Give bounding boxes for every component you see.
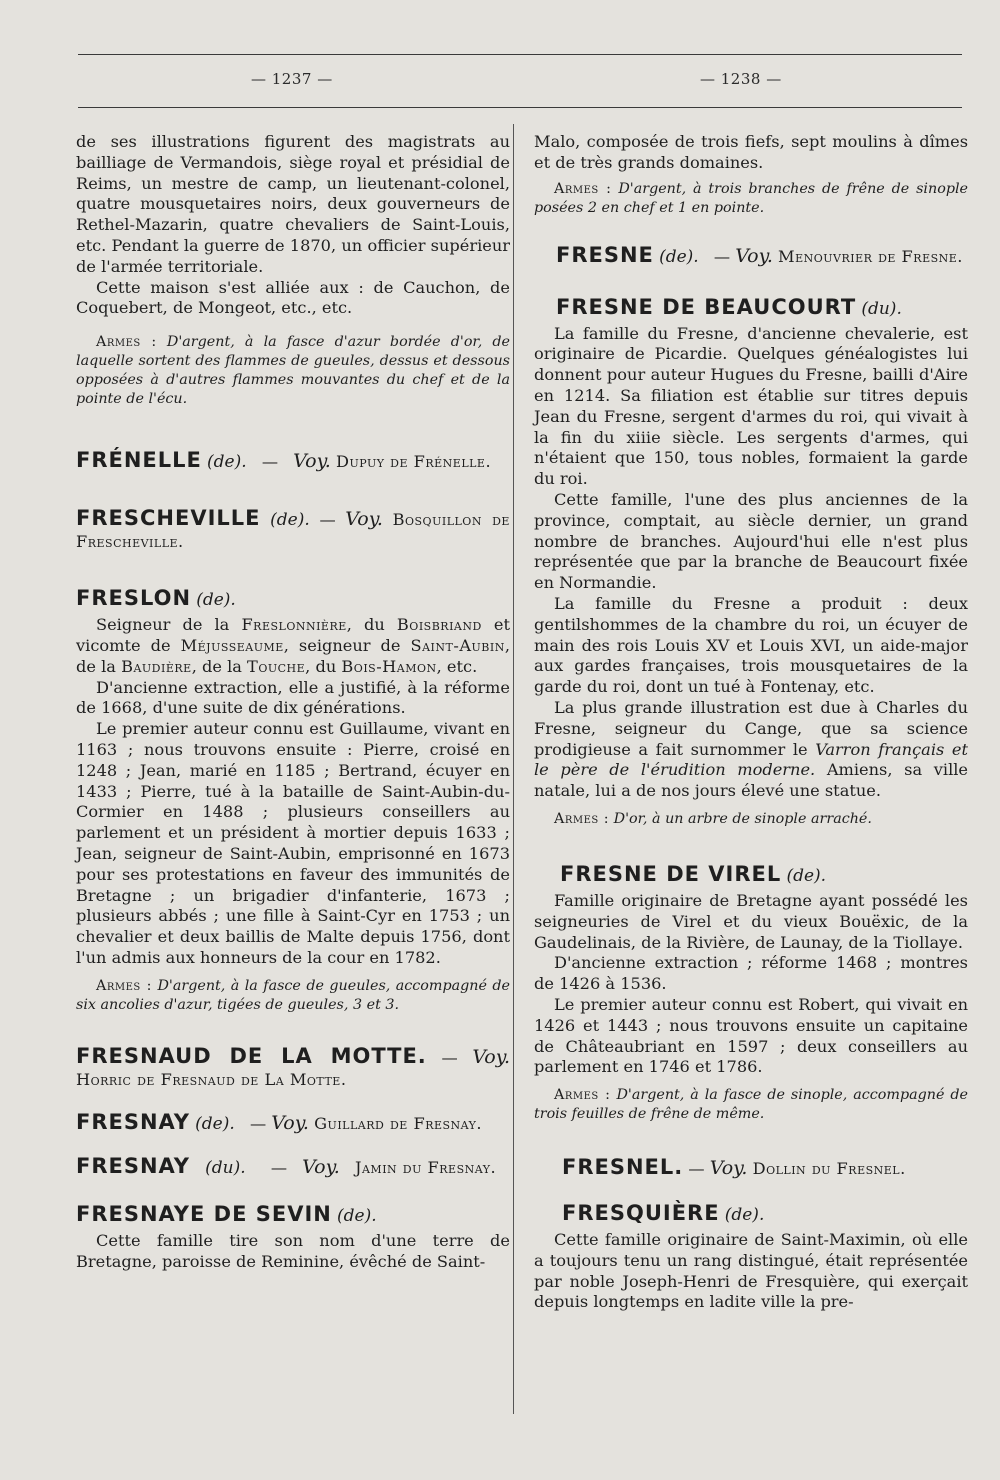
genealogy-paragraph: Le premier auteur connu est Robert, qui vivait en 1426 et 1443 ; nous trouvons ensuite un capitaine de Châteaubriant en 1597 ; deux conseillers au parlement en 1746 et 1786. [534, 994, 968, 1077]
headword: FRESLON [76, 586, 192, 611]
entry-fresnay-de [76, 1111, 510, 1135]
particle: (de). [207, 452, 247, 473]
left-page-number: — 1237 — [251, 70, 333, 88]
dash: — [441, 1047, 458, 1067]
cross-reference: Guillard de Fresnay. [314, 1113, 483, 1133]
voy-label: Voy. [271, 1111, 309, 1134]
headword: FRESNE DE BEAUCOURT [556, 294, 857, 319]
entry-frenelle [76, 449, 510, 473]
cross-reference: Menouvrier de Fresne. [778, 246, 963, 266]
arms-label: Armes : [96, 977, 153, 994]
entry-fresne [534, 244, 968, 268]
headword: FRESQUIÈRE [562, 1201, 720, 1226]
arms-label: Armes : [554, 1087, 611, 1104]
particle: (de). [270, 510, 310, 531]
cross-reference: Horric de Fresnaud de La Motte. [76, 1069, 347, 1089]
arms-text: D'argent, à la fasce de gueules, accompagné de six ancolies d'azur, tigées de gueules, 3 et 3. [76, 977, 511, 1013]
voy-label: Voy. [709, 1157, 748, 1180]
voy-label: Voy. [293, 450, 331, 473]
cross-reference: Dollin du Fresnel. [752, 1159, 906, 1179]
arms-fresnaye [534, 180, 968, 218]
entry-fresnay-du [76, 1155, 510, 1179]
dash: — [249, 1113, 267, 1133]
illustration-paragraph: La plus grande illustration est due à Charles du Fresne, seigneur du Cange, que sa science prodigieuse a fait surnommer le Varron français et le père de l'érudition moderne. Amiens, sa ville natale, lui a de nos jours élevé une statue. [534, 697, 969, 801]
particle: (de). [724, 1205, 765, 1226]
dash: — [261, 452, 279, 472]
entry-fresquiere [534, 1202, 968, 1313]
dash: — [319, 510, 336, 530]
right-page-number: — 1238 — [700, 70, 782, 88]
cross-reference: Jamin du Fresnay. [355, 1157, 497, 1177]
arms-freslon [76, 977, 510, 1015]
intro-paragraph: de ses illustrations figurent des magistrats au bailliage de Vermandois, siège royal et présidial de Reims, un mestre de camp, un lieutenant-colonel, quatre mousquetaires noirs, deux gouverneurs de Rethel-Mazarin, quatre chevaliers de Saint-Louis, etc. Pendant la guerre de 1870, un officier supérieur de l'armée territoriale. [76, 132, 510, 276]
right-column [534, 132, 968, 1313]
entry-fresnaye-de-sevin [76, 1203, 510, 1273]
dash: — [713, 246, 731, 266]
arms-text: D'argent, à la fasce de sinople, accompagné de trois feuilles de frêne de même. [534, 1087, 969, 1123]
arms-text: D'argent, à trois branches de frêne de sinople posées 2 en chef et 1 en pointe. [534, 180, 968, 216]
entry-fresne-de-virel [534, 863, 968, 1124]
origin-paragraph: Famille originaire de Bretagne ayant possédé les seigneuries de Virel et du vieux Bouëxic, de la Gaudelinais, de la Rivière, de Launay, de la Tiollaye. [534, 890, 968, 952]
headword: FRESNE DE VIREL [560, 861, 782, 886]
arms-label: Armes : [554, 180, 612, 197]
arms-text: D'argent, à la fasce d'azur bordée d'or, de laquelle sortent des flammes de gueules, dessus et dessous opposées à d'autres flammes mouvantes du chef et de la pointe de l'écu. [76, 334, 510, 408]
entry-fresne-de-beaucourt [534, 296, 968, 829]
particle: (du). [205, 1157, 246, 1178]
arms-label: Armes : [554, 810, 610, 827]
headword: FRESNAY [76, 1109, 191, 1134]
particle: (de). [337, 1205, 377, 1226]
voy-label: Voy. [735, 244, 773, 267]
origin-paragraph: Cette famille tire son nom d'une terre de Bretagne, paroisse de Reminine, évêché de Saint- [76, 1230, 510, 1271]
column-divider [513, 124, 514, 1414]
arms-label: Armes : [96, 334, 157, 351]
dash: — [688, 1159, 705, 1179]
entry-fresnel [534, 1156, 968, 1180]
voy-label: Voy. [302, 1155, 340, 1178]
headword: FRESNAUD DE LA MOTTE. [76, 1043, 427, 1068]
cross-reference: Dupuy de Frénelle. [336, 452, 492, 472]
cross-reference: Bosquillon de Frescheville. [76, 510, 510, 552]
voy-label: Voy. [345, 508, 383, 531]
dash: — [270, 1157, 288, 1177]
particle: (de). [195, 1113, 235, 1134]
members-paragraph: La famille du Fresne a produit : deux gentilshommes de la chambre du roi, un écuyer de main des rois Louis XV et Louis XVI, un aide-major aux gardes françaises, trois mousquetaires de la garde du roi, dont un tué à Fontenay, etc. [534, 593, 968, 697]
genealogy-paragraph: Le premier auteur connu est Guillaume, vivant en 1163 ; nous trouvons ensuite : Pierre, croisé en 1248 ; Jean, marié en 1185 ; Bertrand, écuyer en 1433 ; Pierre, tué à la bataille de Saint-Aubin-du-Cormier en 1488 ; plusieurs conseillers au parlement et un président à mortier depuis 1633 ; Jean, seigneur de Saint-Aubin, emprisonné en 1673 pour ses protestations en faveur des immunités de Bretagne ; un brigadier d'infanterie, 1673 ; plusieurs abbés ; une fille à Saint-Cyr en 1753 ; un chevalier et deux baillis de Malte depuis 1756, dont l'un admis aux honneurs de la cour en 1782. [76, 719, 510, 967]
branches-paragraph: Cette famille, l'une des plus anciennes de la province, comptait, au siècle dernier, un grand nombre de branches. Aujourd'hui elle n'est plus représentée que par la branche de Beaucourt fixée en Normandie. [534, 489, 968, 593]
top-rule [78, 54, 962, 55]
arms-beaucourt [534, 810, 968, 829]
headword: FRÉNELLE [76, 448, 202, 473]
origin-paragraph: Cette famille originaire de Saint-Maximin, où elle a toujours tenu un rang distingué, était représentée par noble Joseph-Henri de Fresquière, qui exerçait depuis longtemps en ladite ville la pre- [534, 1230, 968, 1312]
particle: (de). [659, 246, 699, 267]
left-column [76, 132, 510, 1272]
entry-freslon [76, 587, 510, 1015]
headword: FRESNAY [76, 1153, 191, 1178]
origin-paragraph: La famille du Fresne, d'ancienne chevalerie, est originaire de Picardie. Quelques généalogistes lui donnent pour auteur Hugues du Fresne, bailli d'Aire en 1214. Sa filiation est établie sur titres depuis Jean du Fresne, sergent d'armes du roi, qui vivait à la fin du xiiie siècle. Les sergents d'armes, qui n'étaient que 150, tous nobles, formaient la garde du roi. [534, 323, 968, 489]
headword: FRESNEL. [562, 1155, 684, 1180]
voy-label: Voy. [472, 1045, 510, 1068]
extraction-paragraph: D'ancienne extraction, elle a justifié, à la réforme de 1668, d'une suite de dix générations. [76, 677, 510, 718]
particle: (de). [786, 865, 827, 886]
headword: FRESCHEVILLE [76, 506, 261, 531]
particle: (de). [196, 590, 236, 611]
alliances-paragraph: Cette maison s'est alliée aux : de Cauchon, de Coquebert, de Mongeot, etc., etc. [76, 277, 510, 318]
continuation-paragraph: Malo, composée de trois fiefs, sept moulins à dîmes et de très grands domaines. [534, 132, 968, 172]
particle: (du). [861, 298, 902, 319]
arms-intro [76, 333, 510, 409]
arms-virel [534, 1086, 968, 1124]
entry-frescheville [76, 507, 510, 553]
extraction-paragraph: D'ancienne extraction ; réforme 1468 ; montres de 1426 à 1536. [534, 953, 968, 994]
seigneuries-paragraph: Seigneur de la Freslonnière, du Boisbriand et vicomte de Méjusseaume, seigneur de Saint-Aubin, de la Baudière, de la Touche, du Bois-Hamon, etc. [76, 615, 510, 676]
entry-fresnaud [76, 1045, 510, 1091]
arms-text: D'or, à un arbre de sinople arraché. [613, 810, 872, 827]
headword: FRESNAYE DE SEVIN [76, 1201, 332, 1226]
header-rule [78, 107, 962, 108]
headword: FRESNE [556, 242, 654, 267]
